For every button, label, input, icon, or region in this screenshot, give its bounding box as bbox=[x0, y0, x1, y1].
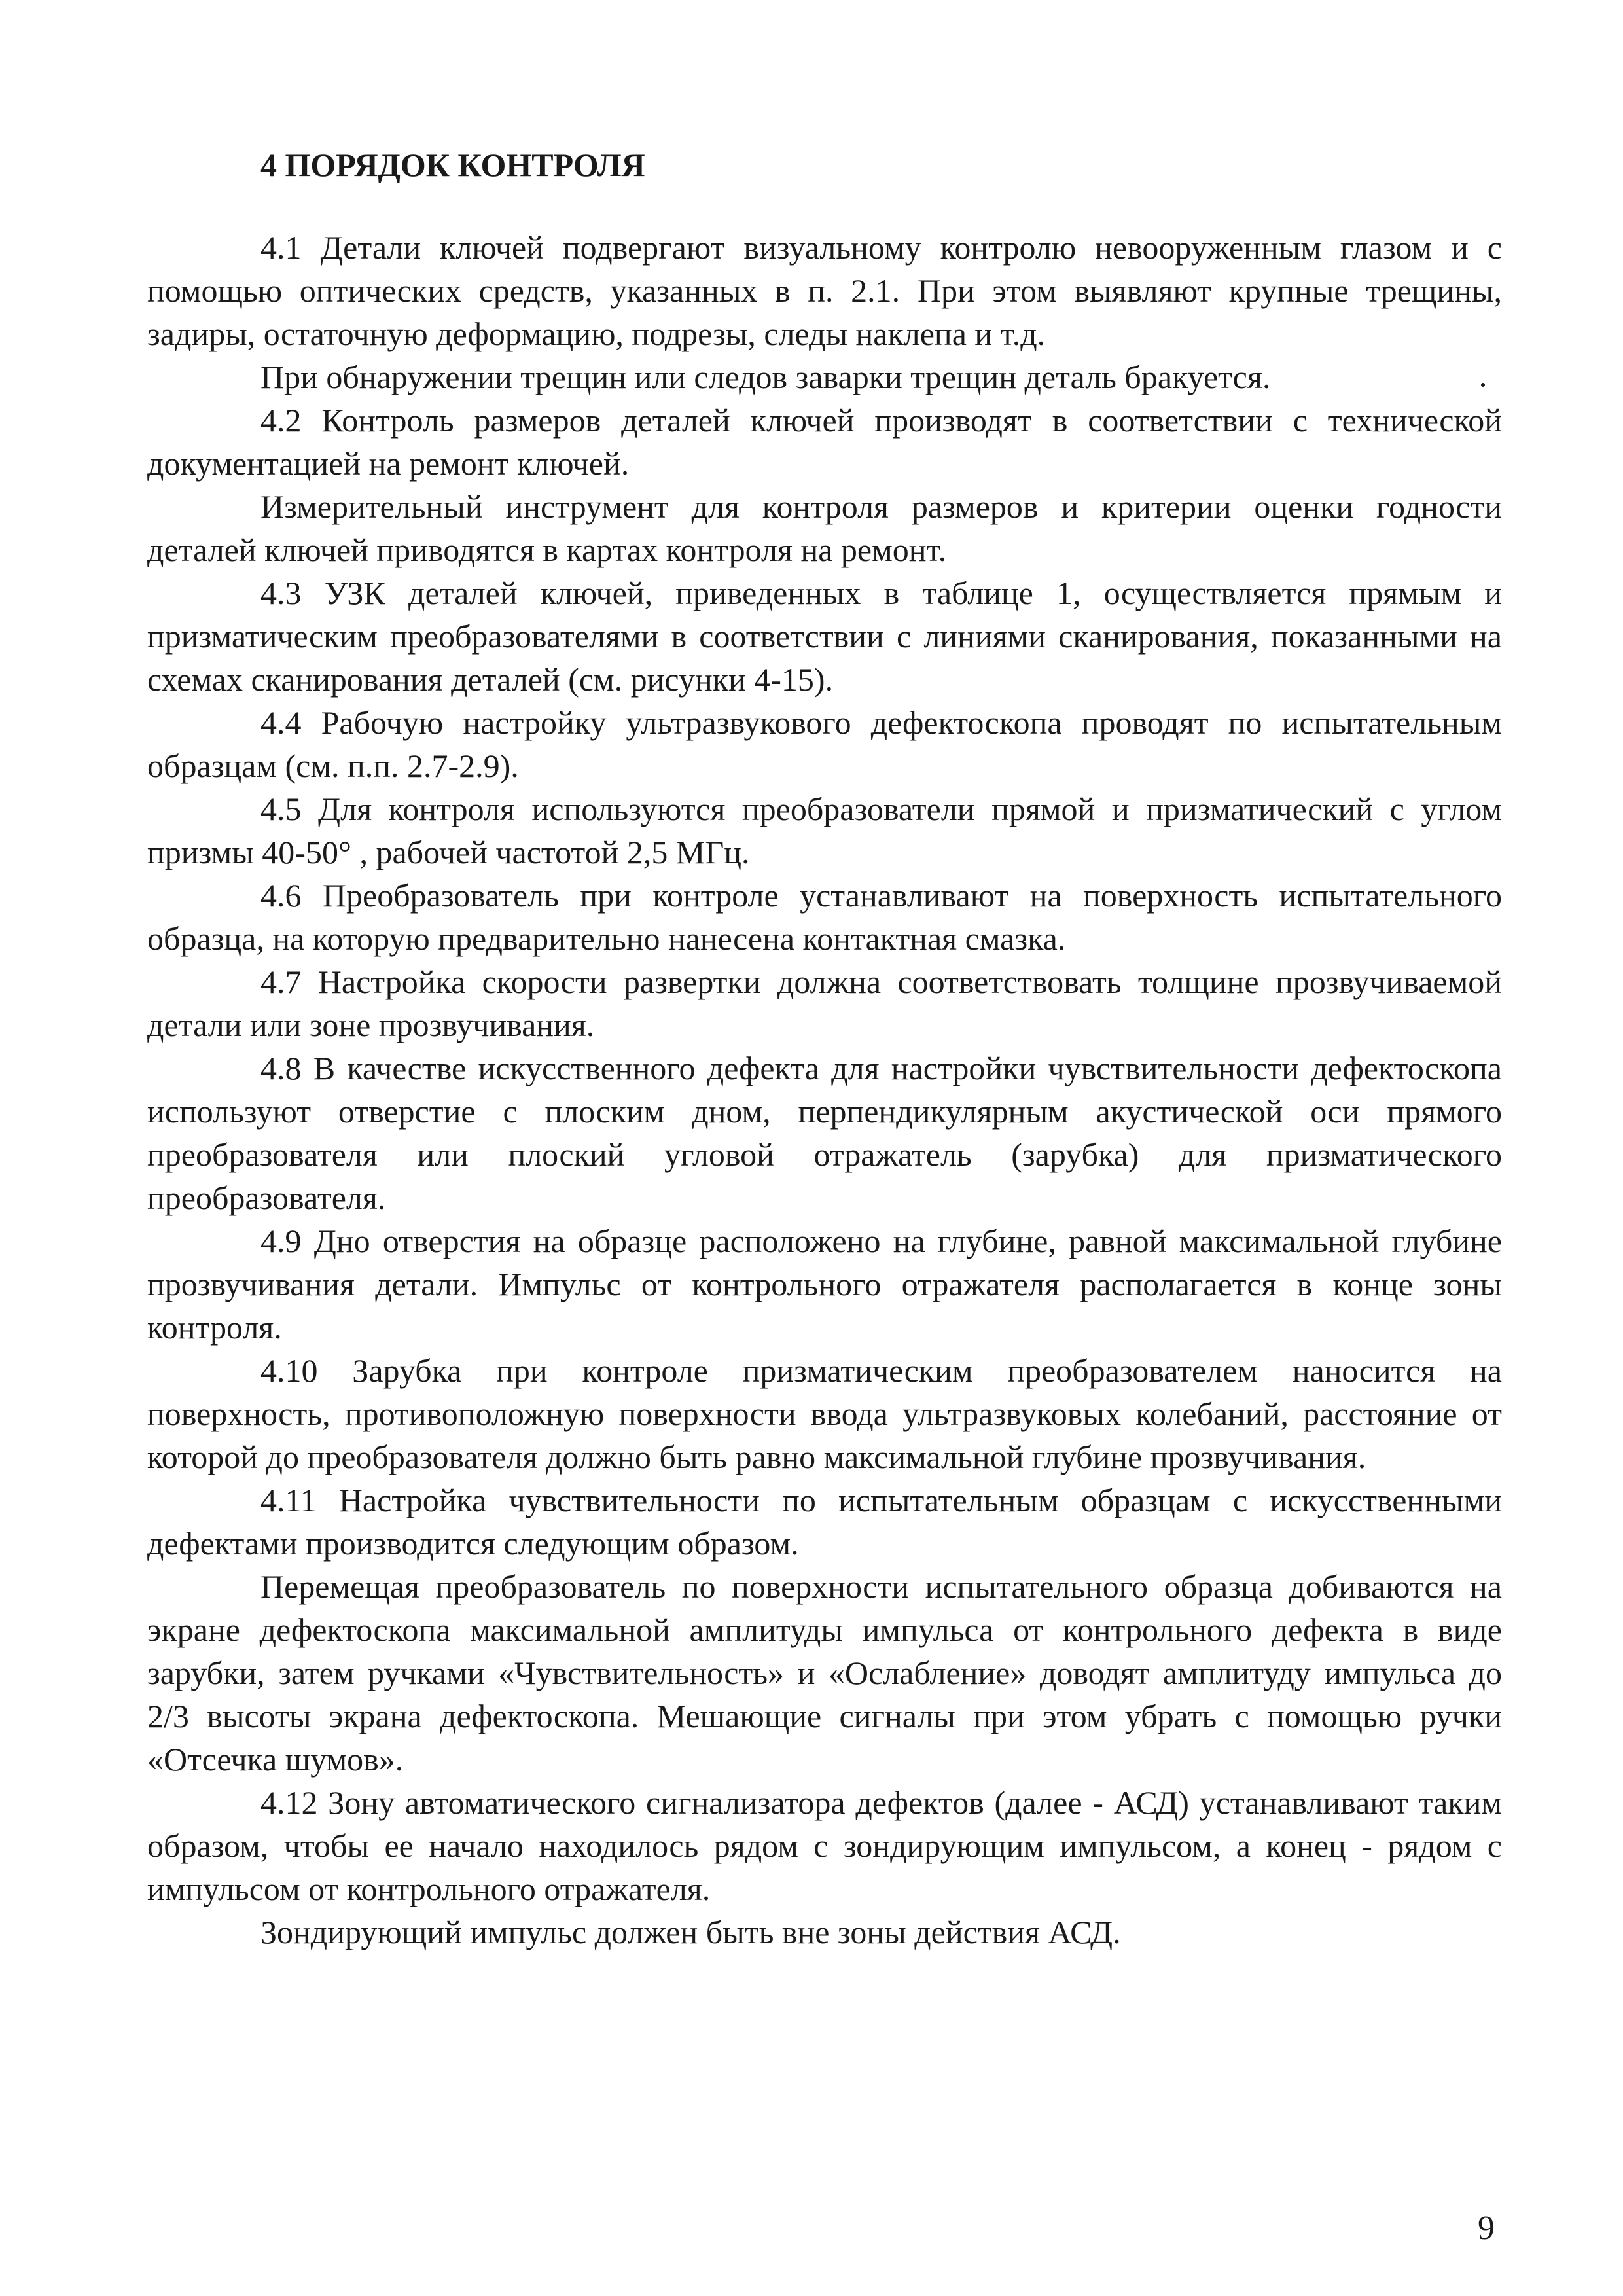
paragraph-4-6: 4.6 Преобразователь при контроле устанавливают на поверхность испытательного образца, на которую предварительно нанесена контактная смазка. bbox=[147, 877, 1502, 957]
page-number: 9 bbox=[1478, 2210, 1495, 2247]
document-body bbox=[147, 226, 1502, 1954]
paragraph-4-8: 4.8 В качестве искусственного дефекта для настройки чувствительности дефектоскопа используют отверстие с плоским дном, перпендикулярным акустической оси прямого преобразователя или плоский угловой отражатель (зарубка) для призматического преобразователя. bbox=[147, 1050, 1502, 1216]
section-heading: 4 ПОРЯДОК КОНТРОЛЯ bbox=[260, 147, 645, 183]
scan-artifact-dot bbox=[1481, 383, 1485, 387]
paragraph-4-12: 4.12 Зону автоматического сигнализатора дефектов (далее - АСД) устанавливают таким образом, чтобы ее начало находилось рядом с зондирующим импульсом, а конец - рядом с импульсом от контрольного отражателя. bbox=[147, 1784, 1502, 1907]
paragraph-4-5: 4.5 Для контроля используются преобразователи прямой и призматический с углом призмы 40-50° , рабочей частотой 2,5 МГц. bbox=[147, 791, 1502, 870]
paragraph-4-2: 4.2 Контроль размеров деталей ключей производят в соответствии с технической документацией на ремонт ключей. bbox=[147, 402, 1502, 482]
paragraph-4-1: 4.1 Детали ключей подвергают визуальному контролю невооруженным глазом и с помощью оптических средств, указанных в п. 2.1. При этом выявляют крупные трещины, задиры, остаточную деформацию, подрезы, следы наклепа и т.д. bbox=[147, 229, 1502, 352]
paragraph-4-11-procedure: Перемещая преобразователь по поверхности испытательного образца добиваются на экране дефектоскопа максимальной амплитуды импульса от контрольного дефекта в виде зарубки, затем ручками «Чувствительность» и «Ослабление» доводят амплитуду импульса до 2/3 высоты экрана дефектоскопа. Мешающие сигналы при этом убрать с помощью ручки «Отсечка шумов». bbox=[147, 1568, 1502, 1778]
paragraph-4-7: 4.7 Настройка скорости развертки должна соответствовать толщине прозвучиваемой детали или зоне прозвучивания. bbox=[147, 963, 1502, 1043]
paragraph-4-2-note: Измерительный инструмент для контроля размеров и критерии оценки годности деталей ключей приводятся в картах контроля на ремонт. bbox=[147, 488, 1502, 568]
paragraph-4-3: 4.3 УЗК деталей ключей, приведенных в таблице 1, осуществляется прямым и призматическим преобразователями в соответствии с линиями сканирования, показанными на схемах сканирования деталей (см. рисунки 4-15). bbox=[147, 575, 1502, 698]
paragraph-4-12-note: Зондирующий импульс должен быть вне зоны действия АСД. bbox=[260, 1914, 1121, 1950]
paragraph-4-4: 4.4 Рабочую настройку ультразвукового дефектоскопа проводят по испытательным образцам (см. п.п. 2.7-2.9). bbox=[147, 704, 1502, 784]
paragraph-4-11: 4.11 Настройка чувствительности по испытательным образцам с искусственными дефектами производится следующим образом. bbox=[147, 1482, 1502, 1562]
paragraph-4-9: 4.9 Дно отверстия на образце расположено на глубине, равной максимальной глубине прозвучивания детали. Импульс от контрольного отражателя располагается в конце зоны контроля. bbox=[147, 1223, 1502, 1346]
paragraph-4-10: 4.10 Зарубка при контроле призматическим преобразователем наносится на поверхность, противоположную поверхности ввода ультразвуковых колебаний, расстояние от которой до преобразователя должно быть равно максимальной глубине прозвучивания. bbox=[147, 1352, 1502, 1475]
paragraph-4-1-note: При обнаружении трещин или следов заварки трещин деталь бракуется. bbox=[260, 359, 1271, 395]
